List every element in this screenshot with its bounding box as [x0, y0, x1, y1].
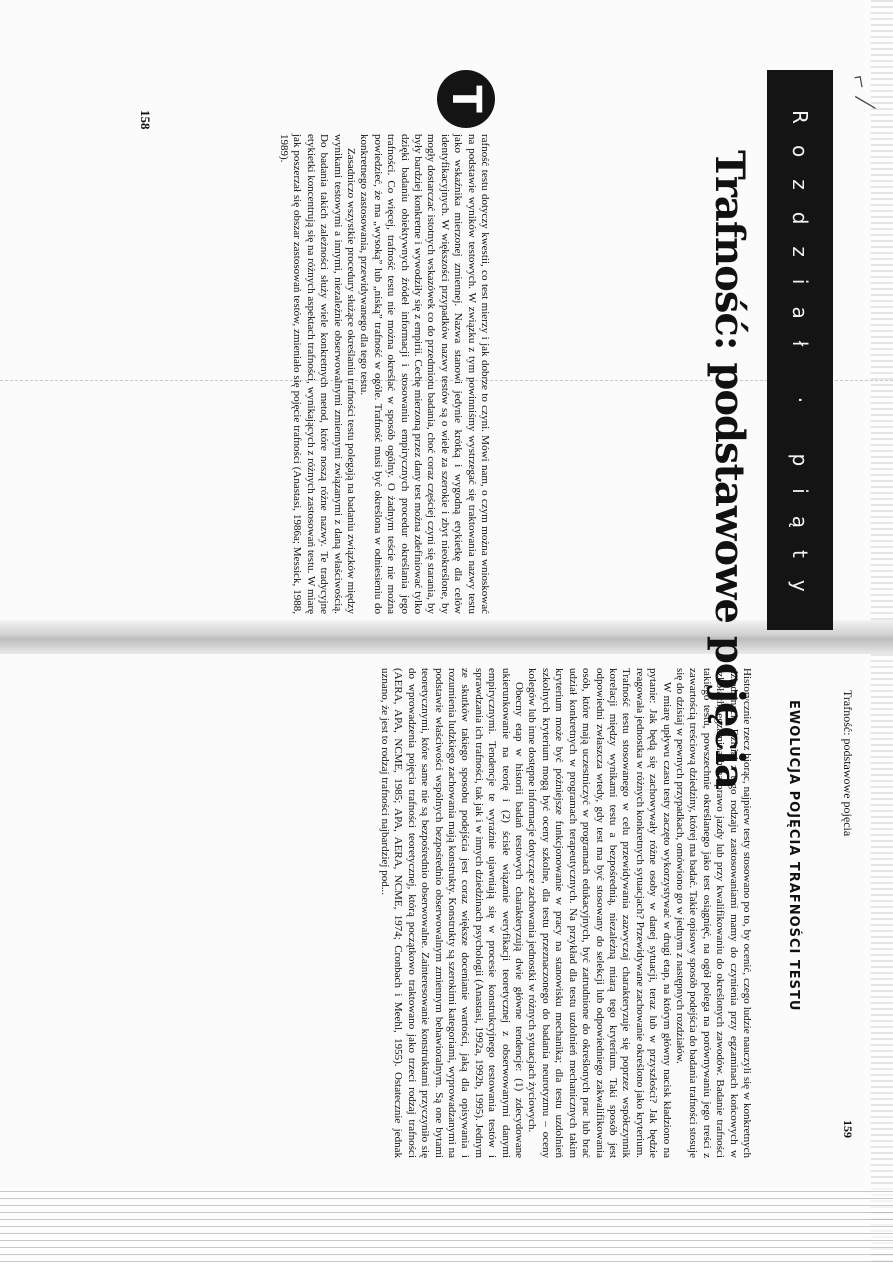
- pencil-scribble: ⌐ ⟋: [846, 72, 878, 114]
- right-page-body: [378, 668, 753, 1158]
- chapter-title: Trafność: podstawowe pojęcia: [706, 150, 753, 789]
- right-paragraph: Historycznie rzecz biorąc, najpierw testy stosowano po to, by ocenić, czego ludzie nauczyli się w konkretnych dziedzinach. Dzisiaj z tego rodzaju zastosowaniami mamy do czynienia przy egzaminach końcowych w szkołach, egzaminach na prawo jazdy lub przy kwalifikowaniu do określonych zawodów. Badanie trafności takiego testu, powszechnie określanego jako test osiągnięć, na ogół polega na porównywaniu jego treści z zawartością treściową dziedziny, której ma badać. Takie opisowy sposób podejścia do badania trafności stosuje się do dzisiaj w pewnych przypadkach, omówiono go w jednym z następnych rozdziałów.: [673, 668, 753, 1158]
- left-paragraph: Zasadniczo wszystkie procedury służące określaniu trafności testu polegają na badaniu związków między wynikami testowymi a innymi, niezależnie obserwowalnymi zmiennymi związanymi z daną właściwością. Do badania takich zależności służy wiele konkretnych metod, które noszą różne nazwy. Te tradycyjne etykietki koncentrują się na różnych aspektach trafności, wynikających z różnych zastosowań testu. W miarę jak poszerzał się obszar zastosowań testów, zmieniało się pojęcie trafności (Anastasi, 1986a; Messick, 1988, 1989).: [277, 134, 357, 614]
- book-gutter: [0, 620, 893, 654]
- section-title: EWOLUCJA POJĘCIA TRAFNOŚCI TESTU: [786, 700, 801, 1012]
- scan-edge-right: [0, 1188, 893, 1263]
- left-page-body: [277, 134, 492, 614]
- page-number-right: 159: [841, 1120, 855, 1138]
- right-paragraph: W miarę upływu czasu testy zaczęto wykorzystywać w drugi etap, na którym główny nacisk kładziono na pytanie: Jak będą się zachowywały różne osoby w danej sytuacji, teraz lub w przyszłości? Jak będzie reagowała jednostka w różnych konkretnych sytuacjach? Przewidywane zachowanie określono jako kryterium. Trafność testu stosowanego w celu przewidywania zazwyczaj charakteryzuje się poprzez współczynnik korelacji między wynikami testu a bezpośrednią, niezależną miarą tego kryterium. Taki sposób jest odpowiedni zwłaszcza wtedy, gdy test ma być stosowany do selekcji lub odpowiedniego zakwalifikowania osób, które mają uczestniczyć w programach edukacyjnych, być zatrudnione do określonych prac lub brać udział konkretnych w programach terapeutycznych. Na przykład dla testu uzdolnień mechanicznych takim kryterium może być późniejsze funkcjonowanie w pracy na stanowisku mechanika; dla testu uzdolnień szkolnych kryterium mogą być oceny szkolne, dla testu przeznaczonego do badania neurotyzmu – oceny kolegów lub inne dostępne informacje dotyczące zachowania jednostki w różnych sytuacjach życiowych.: [526, 668, 673, 1158]
- right-paragraph: Obecny etap w historii badań testowych charakteryzują dwie główne tendencje: (1) zdecydowane ukierunkowanie na teorię i (2) ścisłe wiązanie weryfikacji teoretycznej z obserwowanymi danymi empirycznymi. Tendencje te wyraźnie ujawniają się w procesie konstrukcyjnego testowania testów i sprawdzania ich trafności, tak jak i w innych dziedzinach psychologii (Anastasi, 1992a, 1992b, 1995). Jednym ze skutków takiego sposobu podejścia jest coraz większe docenianie wartości, jaką dla opisywania i rozumienia ludzkiego zachowania mają konstrukty. Konstrukty są szerokimi kategoriami, wyprowadzanymi na podstawie właściwości wspólnych bezpośrednio obserwowalnym zmiennym behawioralnym. Są one bytami teoretycznymi, które same nie są bezpośrednio obserwowalne. Zainteresowanie konstruktami przyczyniło się do wprowadzenia pojęcia trafności teoretycznej, którą początkowo traktowano jako trzeci rodzaj trafności (AERA, APA, NCME, 1985; APA, AERA, NCME, 1974; Cronbach i Meehl, 1955). Ostatecznie jednak uznano, że jest to rodzaj trafności najbardziej pod...: [379, 668, 526, 1158]
- dropcap-letter: T: [443, 85, 489, 113]
- running-head: Trafność: podstawowe pojęcia: [841, 690, 855, 837]
- chapter-banner-label: Rozdział · piąty: [788, 110, 812, 614]
- page-number-left: 158: [138, 110, 153, 130]
- left-paragraph: rafność testu dotyczy kwestii, co test mierzy i jak dobrze to czyni. Mówi nam, o czym można wnioskować na podstawie wyników testowych. W związku z tym powinniśmy wystrzegać się traktowania nazwy testu jako wskaźnika mierzonej zmiennej. Nazwa stanowi jedynie krótką i wygodną etykietkę dla celów identyfikacyjnych. W większości przypadków nazwy testów są o wiele za szerokie i zbyt nieokreślone, by mogły dostarczać istotnych wskazówek co do przedmiotu badania, choć coraz częściej czyni się starania, by były bardziej konkretne i wywodziły się z empirii. Cechę mierzoną przez dany test można zdefiniować tylko dzięki badaniu obiektywnych źródeł informacji i stosowaniu empirycznych procedur określania jego trafności. Co więcej, trafność testu nie można określać w sposób ogólny. O żadnym teście nie można powiedzieć, że ma „wysoką” lub „niską” trafność w ogóle. Trafność musi być określona w odniesieniu do konkretnego zastosowania, przewidywanego dla tego testu.: [358, 134, 491, 614]
